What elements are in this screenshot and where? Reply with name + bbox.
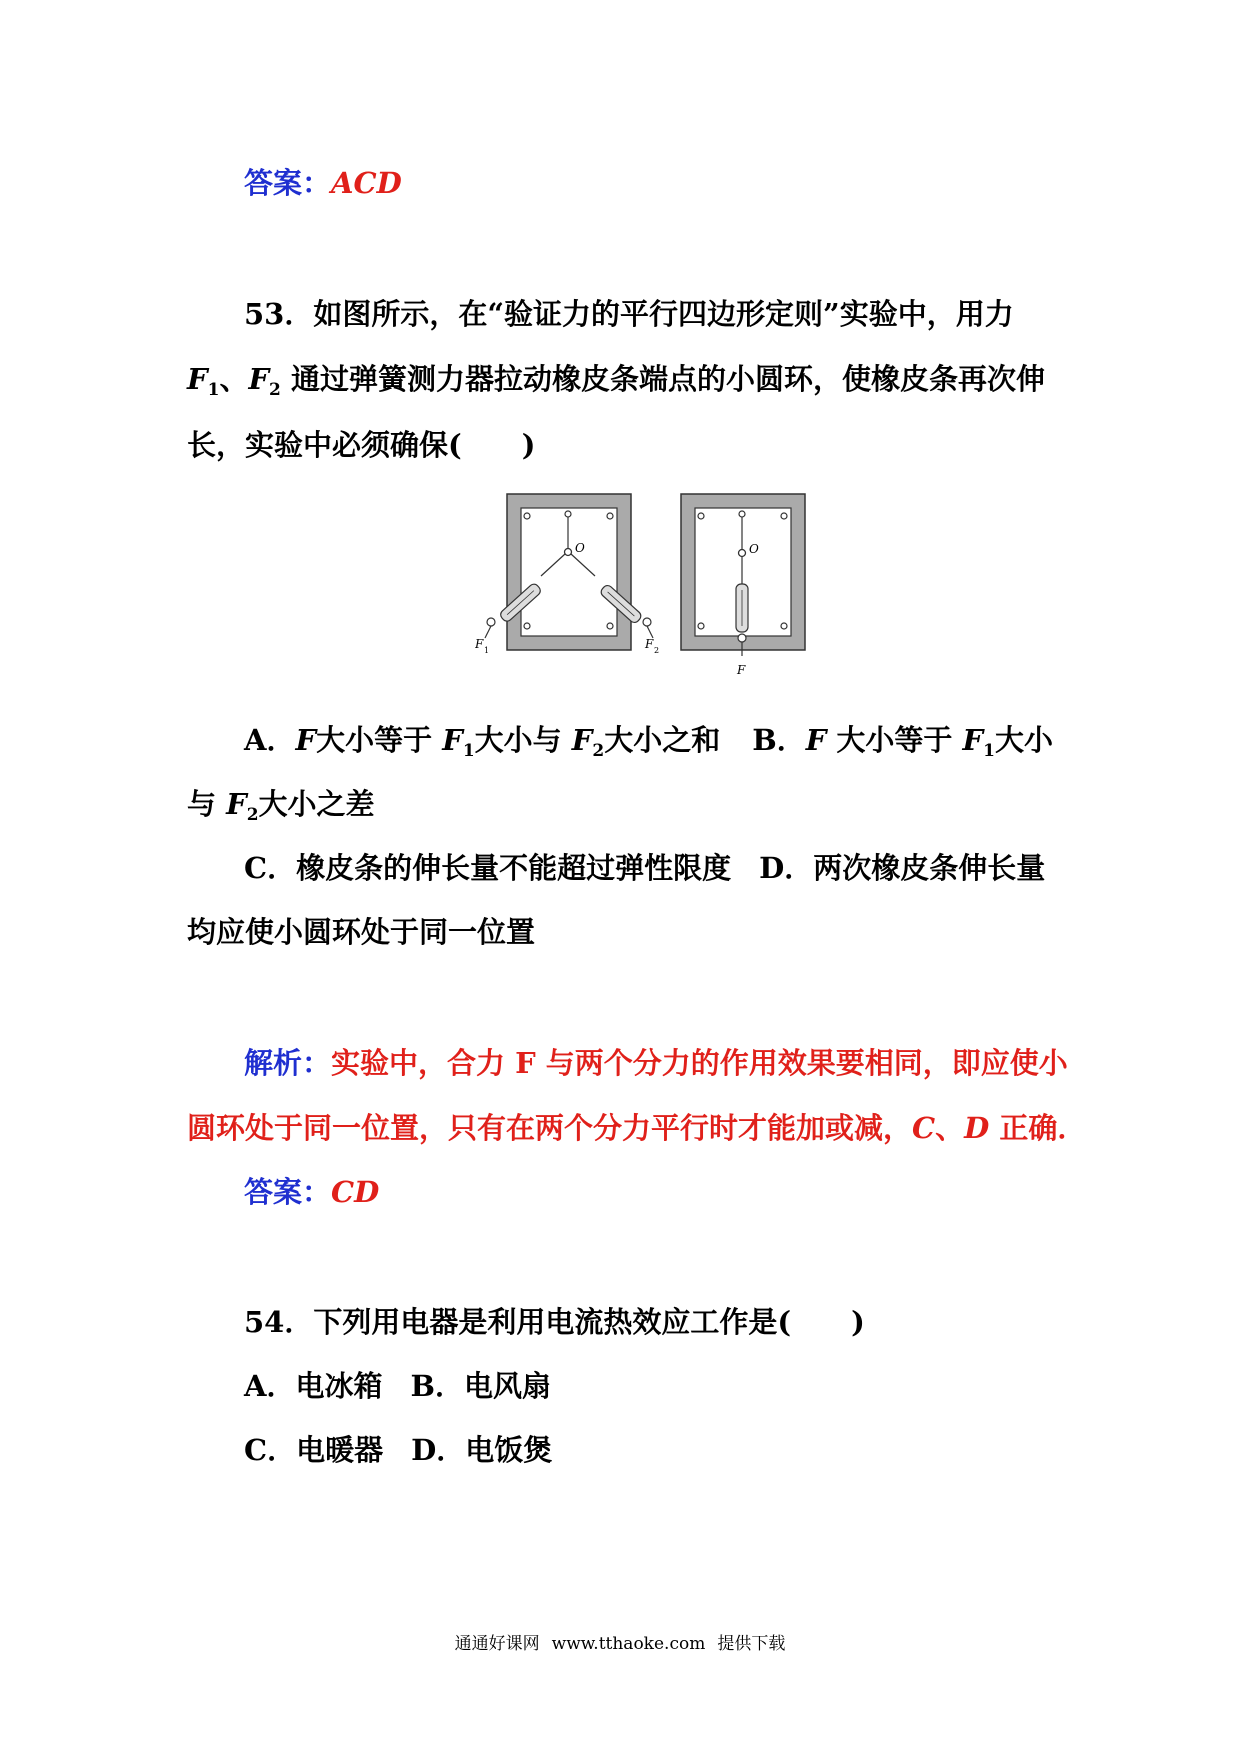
label-o-right: O bbox=[749, 542, 759, 556]
q53-line-3: 长，实验中必须确保( ) bbox=[187, 428, 536, 462]
svg-text:2: 2 bbox=[654, 646, 660, 655]
q53-line-1: 53．如图所示，在“验证力的平行四边形定则”实验中，用力 bbox=[244, 297, 1014, 331]
answer-line-2 bbox=[244, 1174, 379, 1210]
q54-stem: 54．下列用电器是利用电流热效应工作是( ) bbox=[244, 1305, 865, 1339]
answer-line-1 bbox=[244, 165, 402, 201]
answer-value: ACD bbox=[331, 166, 402, 200]
analysis-line-2: 圆环处于同一位置，只有在两个分力平行时才能加或减，C、D 正确． bbox=[187, 1111, 1087, 1145]
left-board bbox=[475, 494, 659, 655]
q53-option-b-cont: 与 $F_2$大小之差 bbox=[187, 787, 375, 825]
answer-label: 答案： bbox=[244, 1175, 332, 1209]
right-board bbox=[681, 494, 805, 677]
footer-url[interactable]: www.tthaoke.com bbox=[551, 1634, 706, 1654]
label-o-left: O bbox=[575, 541, 585, 555]
footer-site: 通通好课网 bbox=[454, 1634, 540, 1654]
q53-option-ab: A．F大小等于 $F_1$大小与 $F_2$大小之和 B．F 大小等于 $F_1$大小 bbox=[244, 723, 1053, 761]
q53-line-2: $F_1$、$F_2$ 通过弹簧测力器拉动橡皮条端点的小圆环，使橡皮条再次伸 bbox=[187, 362, 1045, 400]
analysis-label: 解析： bbox=[244, 1046, 332, 1080]
answer-value: CD bbox=[331, 1175, 380, 1209]
answer-label: 答案： bbox=[244, 166, 332, 200]
q53-option-d-cont: 均应使小圆环处于同一位置 bbox=[187, 915, 536, 949]
q54-options-row-1: A．电冰箱 B．电风扇 bbox=[244, 1369, 552, 1403]
q53-option-cd: C．橡皮条的伸长量不能超过弹性限度 D．两次橡皮条伸长量 bbox=[244, 851, 1046, 885]
page-footer bbox=[0, 1629, 1240, 1654]
label-f1: F bbox=[475, 637, 484, 651]
experiment-figure bbox=[475, 492, 815, 692]
footer-note: 提供下载 bbox=[717, 1634, 786, 1654]
analysis-line-1: 解析：实验中，合力 F 与两个分力的作用效果要相同，即应使小 bbox=[244, 1046, 1068, 1080]
q54-options-row-2: C．电暖器 D．电饭煲 bbox=[244, 1433, 553, 1467]
label-f2: F bbox=[645, 637, 654, 651]
label-f: F bbox=[737, 663, 746, 677]
svg-text:1: 1 bbox=[484, 646, 490, 655]
